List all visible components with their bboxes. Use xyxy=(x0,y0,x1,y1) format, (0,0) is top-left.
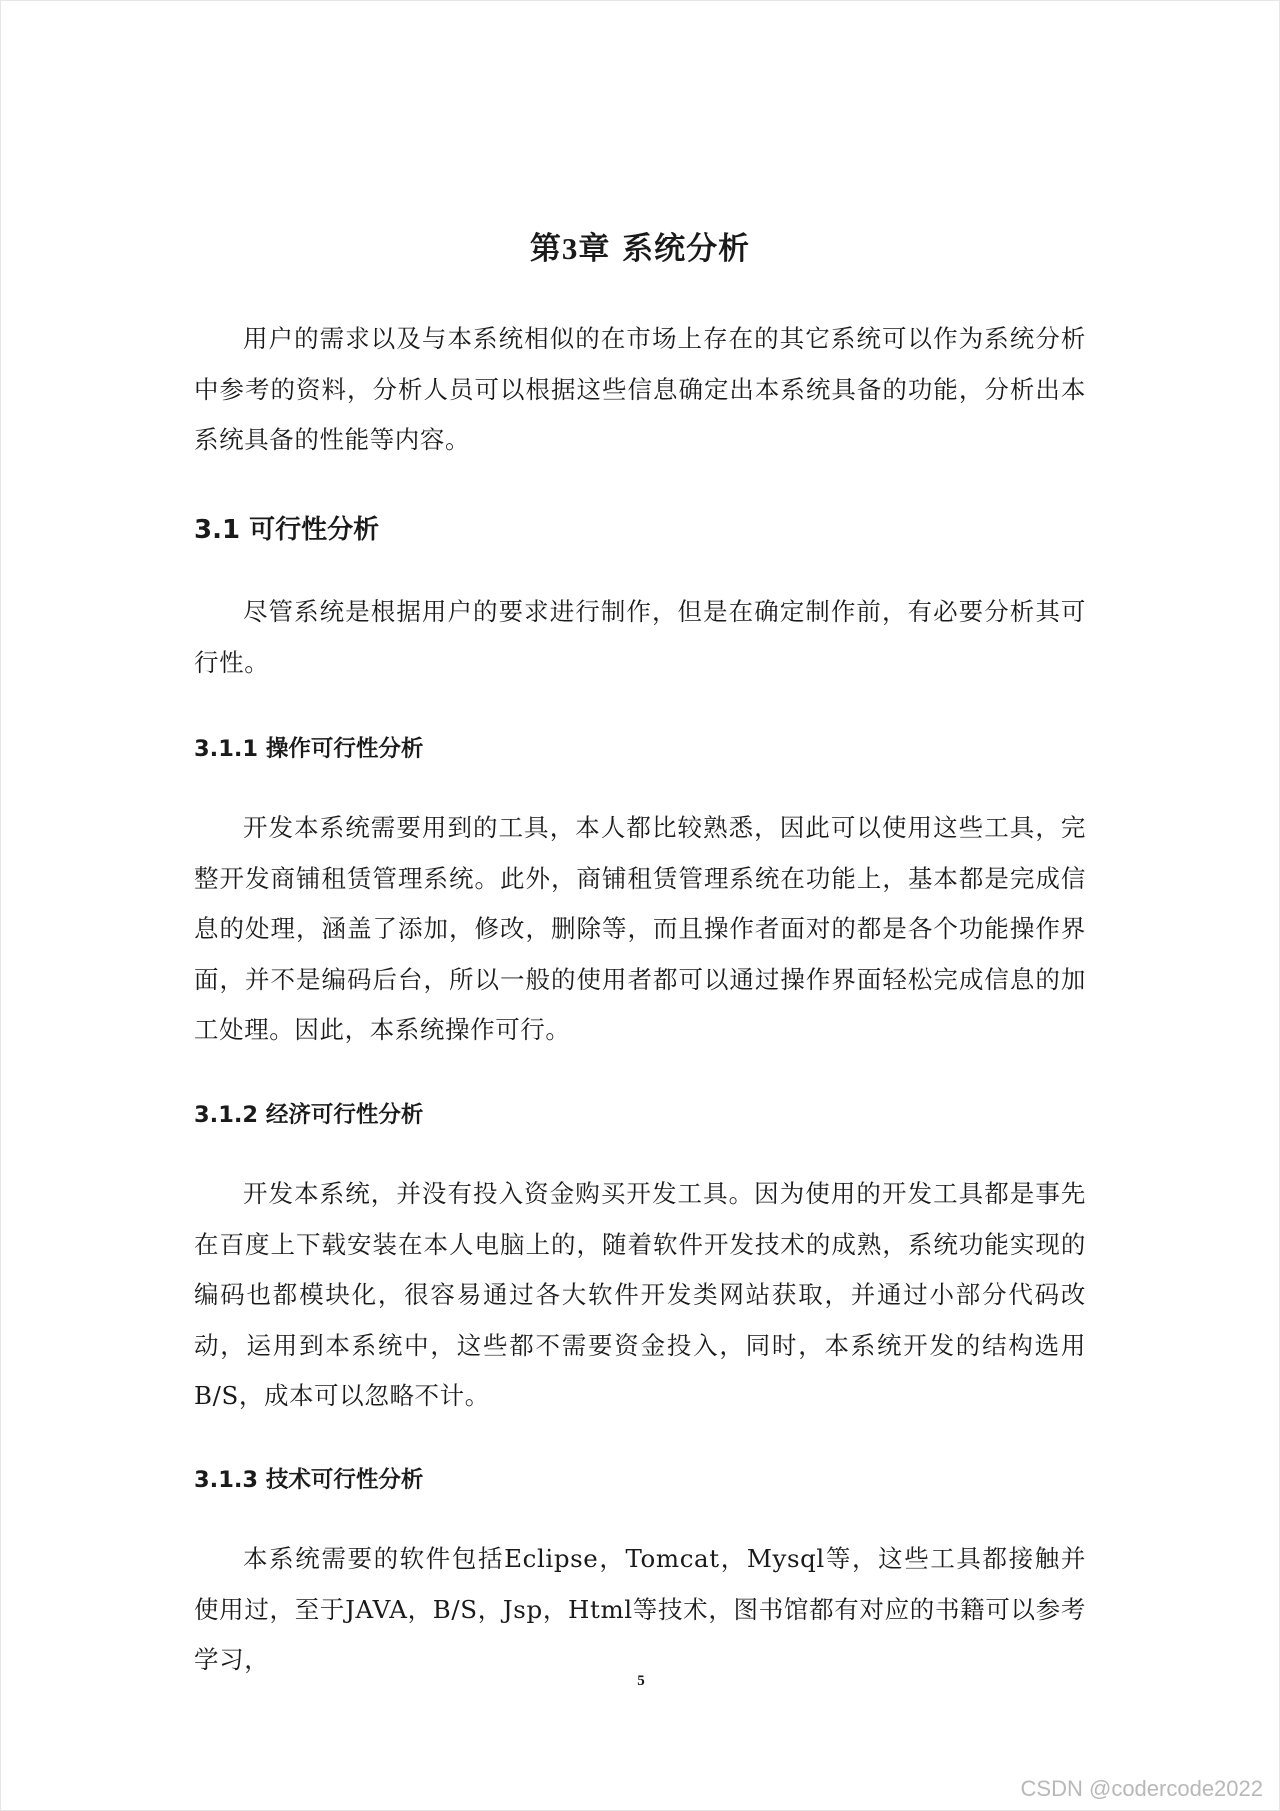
section-heading-3-1-2: 3.1.2 经济可行性分析 xyxy=(194,1102,424,1128)
chapter-number: 3 xyxy=(561,231,579,266)
chapter-title xyxy=(194,223,1086,268)
intro-paragraph: 用户的需求以及与本系统相似的在市场上存在的其它系统可以作为系统分析中参考的资料，分析人员可以根据这些信息确定出本系统具备的功能，分析出本系统具备的性能等内容。 xyxy=(194,324,1086,454)
page-number: 5 xyxy=(637,1673,645,1689)
watermark-text: CSDN @codercode2022 xyxy=(1020,1776,1263,1801)
section-3-1-3-paragraph: 本系统需要的软件包括Eclipse，Tomcat，Mysql等，这些工具都接触并使用过，至于JAVA，B/S，Jsp，Html等技术，图书馆都有对应的书籍可以参考学习， xyxy=(194,1544,1086,1674)
section-3-1-1-paragraph: 开发本系统需要用到的工具，本人都比较熟悉，因此可以使用这些工具，完整开发商铺租赁管理系统。此外，商铺租赁管理系统在功能上，基本都是完成信息的处理，涵盖了添加，修改，删除等，而且操作者面对的都是各个功能操作界面，并不是编码后台，所以一般的使用者都可以通过操作界面轻松完成信息的加工处理。因此，本系统操作可行。 xyxy=(194,813,1086,1044)
section-heading-3-1: 3.1 可行性分析 xyxy=(194,515,380,545)
chapter-prefix: 第 xyxy=(529,231,562,267)
chapter-suffix: 章 系统分析 xyxy=(578,231,751,267)
section-heading-3-1-3: 3.1.3 技术可行性分析 xyxy=(194,1467,424,1493)
section-3-1-2-paragraph: 开发本系统，并没有投入资金购买开发工具。因为使用的开发工具都是事先在百度上下载安装在本人电脑上的，随着软件开发技术的成熟，系统功能实现的编码也都模块化，很容易通过各大软件开发类网站获取，并通过小部分代码改动，运用到本系统中，这些都不需要资金投入，同时，本系统开发的结构选用B/S，成本可以忽略不计。 xyxy=(194,1179,1086,1410)
section-3-1-paragraph: 尽管系统是根据用户的要求进行制作，但是在确定制作前，有必要分析其可行性。 xyxy=(194,597,1086,677)
section-heading-3-1-1: 3.1.1 操作可行性分析 xyxy=(194,736,424,762)
